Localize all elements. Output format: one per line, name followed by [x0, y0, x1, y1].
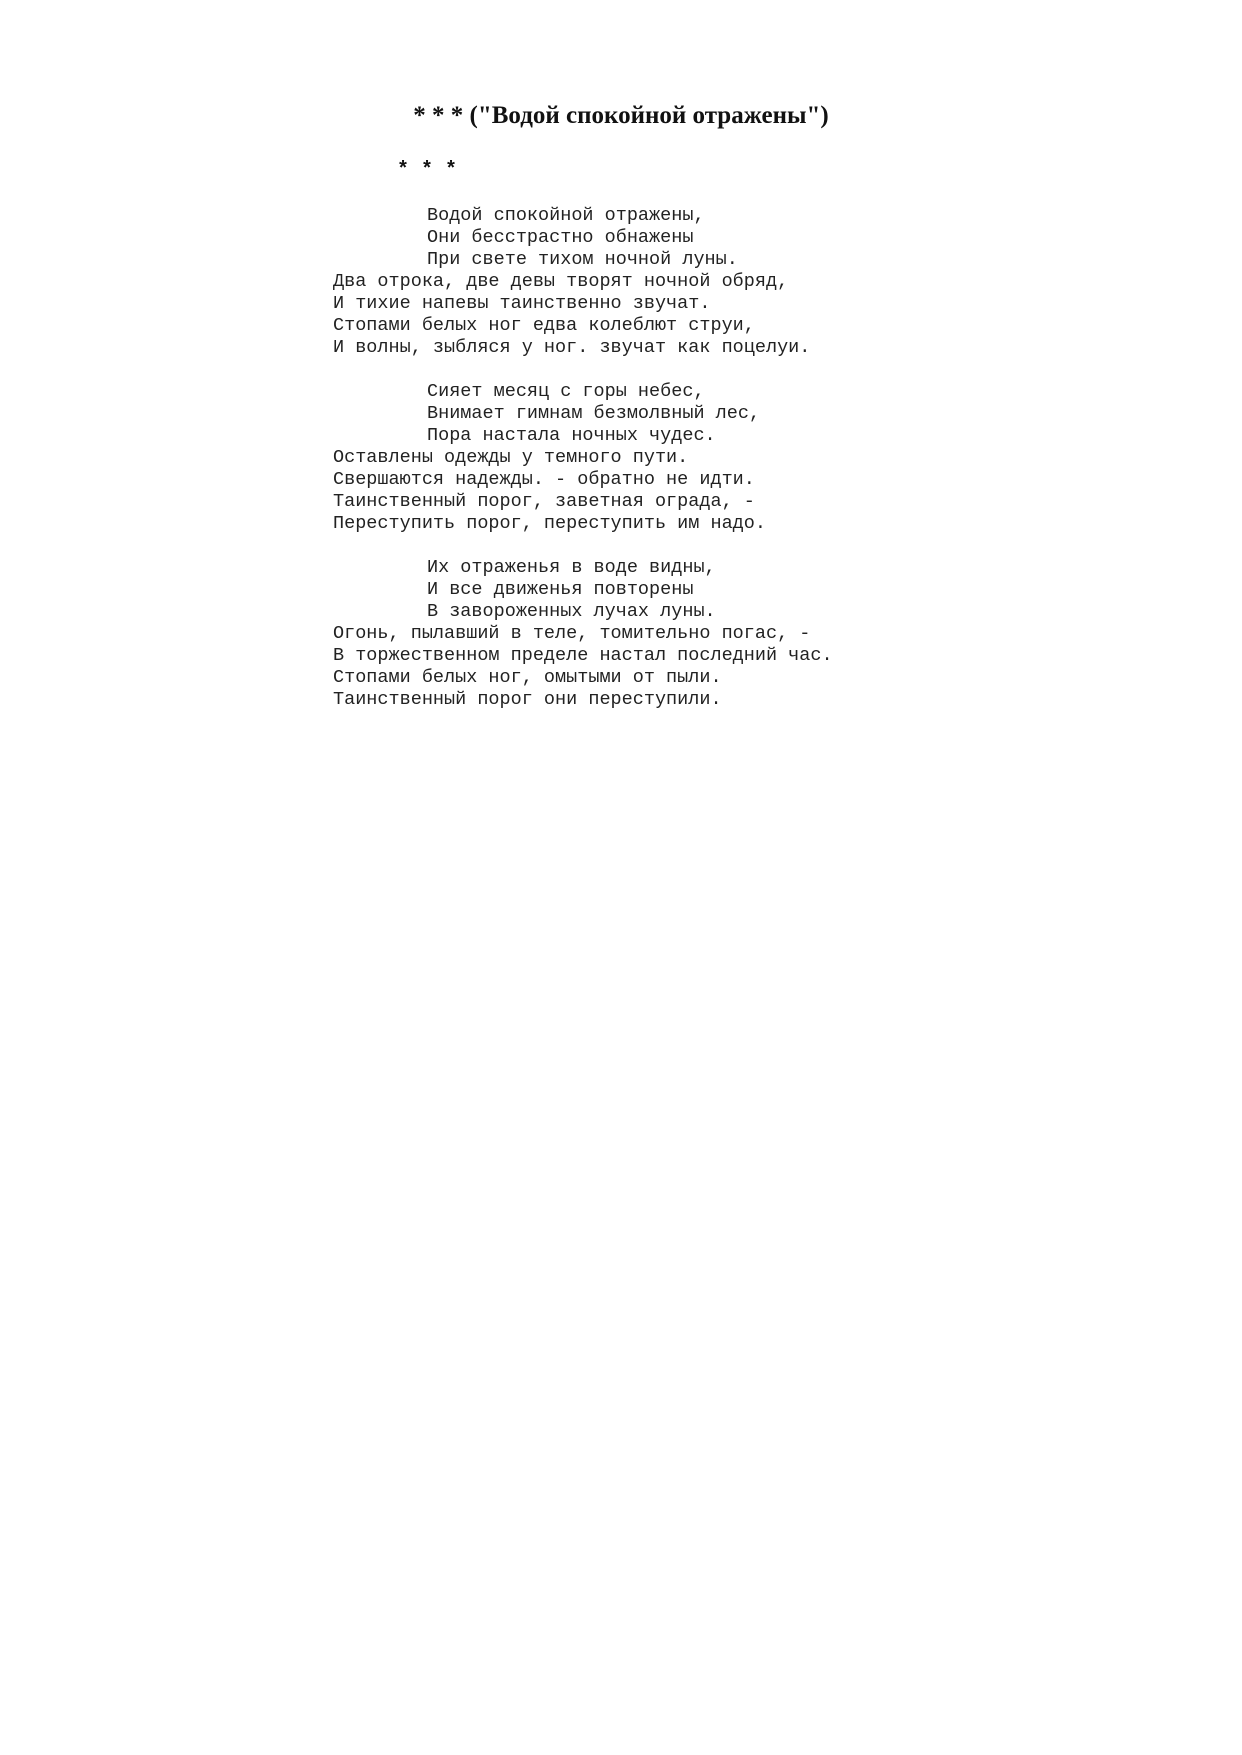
poem-line: Огонь, пылавший в теле, томительно погас, - [333, 623, 811, 644]
poem-line: Два отрока, две девы творят ночной обряд, [333, 271, 789, 292]
poem-line: Стопами белых ног, омытыми от пыли. [333, 667, 722, 688]
poem-line: Сияет месяц с горы небес, [427, 381, 705, 402]
poem-line: В завороженных лучах луны. [427, 601, 716, 622]
poem-title: * * * ("Водой спокойной отражены") [413, 102, 829, 129]
poem-line: Водой спокойной отражены, [427, 205, 705, 226]
poem-line: Они бесстрастно обнажены [427, 227, 694, 248]
poem-line: И волны, зыбляся у ног. звучат как поцелуи. [333, 337, 811, 358]
poem-line: Переступить порог, переступить им надо. [333, 513, 766, 534]
stanza-break [333, 359, 833, 381]
stanza [333, 381, 833, 535]
poem-line: Их отраженья в воде видны, [427, 557, 716, 578]
poem-line: Таинственный порог они переступили. [333, 689, 722, 710]
poem-line: При свете тихом ночной луны. [427, 249, 738, 270]
stanza [333, 205, 833, 359]
poem-line: Свершаются надежды. - обратно не идти. [333, 469, 755, 490]
poem-line: Стопами белых ног едва колеблют струи, [333, 315, 755, 336]
poem-body [333, 205, 833, 711]
stanza [333, 557, 833, 711]
poem-line: Пора настала ночных чудес. [427, 425, 716, 446]
poem-line: Внимает гимнам безмолвный лес, [427, 403, 761, 424]
stanza-break [333, 535, 833, 557]
poem-line: И тихие напевы таинственно звучат. [333, 293, 711, 314]
section-asterisks: * * * [397, 159, 458, 182]
poem-line: Оставлены одежды у темного пути. [333, 447, 689, 468]
poem-line: Таинственный порог, заветная ограда, - [333, 491, 755, 512]
poem-line: И все движенья повторены [427, 579, 694, 600]
poem-line: В торжественном пределе настал последний час. [333, 645, 833, 666]
